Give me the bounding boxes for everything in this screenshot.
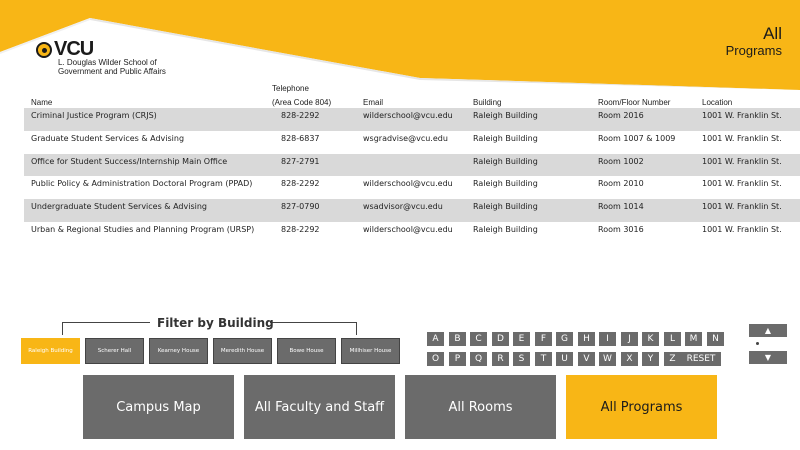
letter-t-button[interactable]: T [535, 352, 552, 366]
letter-k-button[interactable]: K [642, 332, 659, 346]
chevron-down-icon: ▼ [764, 353, 772, 362]
ram-logo-icon [36, 42, 52, 58]
table-row[interactable]: Criminal Justice Program (CRJS) 828-2292 wilderschool@vcu.edu Raleigh Building Room 2016 1001 W. Franklin St. [24, 108, 800, 131]
scroll-position-dot [756, 342, 759, 345]
letter-b-button[interactable]: B [449, 332, 466, 346]
building-button-millhiser[interactable]: Millhiser House [341, 338, 400, 364]
program-list [24, 108, 800, 245]
letter-s-button[interactable]: S [513, 352, 530, 366]
header-banner [0, 0, 800, 90]
letter-i-button[interactable]: I [599, 332, 616, 346]
page-title: All Programs [725, 24, 782, 58]
letter-n-button[interactable]: N [707, 332, 724, 346]
letter-h-button[interactable]: H [578, 332, 595, 346]
vcu-logo: VCU [36, 38, 93, 61]
letter-z-button[interactable]: Z [664, 352, 681, 366]
letter-e-button[interactable]: E [513, 332, 530, 346]
table-row[interactable]: Urban & Regional Studies and Planning Program (URSP) 828-2292 wilderschool@vcu.edu Raleigh Building Room 3016 1001 W. Franklin St. [31, 224, 782, 234]
header-telephone: Telephone (Area Code 804) [272, 84, 332, 107]
letter-x-button[interactable]: X [621, 352, 638, 366]
nav-campus-map[interactable]: Campus Map [83, 375, 234, 439]
letter-p-button[interactable]: P [449, 352, 466, 366]
chevron-up-icon: ▲ [764, 326, 772, 335]
building-button-bowe[interactable]: Bowe House [277, 338, 336, 364]
building-button-raleigh[interactable]: Raleigh Building [21, 338, 80, 364]
scroll-up-button[interactable] [749, 324, 787, 337]
table-row[interactable]: Office for Student Success/Internship Main Office 827-2791 Raleigh Building Room 1002 1001 W. Franklin St. [24, 154, 800, 177]
letter-w-button[interactable]: W [599, 352, 616, 366]
reset-button[interactable]: RESET [681, 352, 721, 366]
letter-q-button[interactable]: Q [470, 352, 487, 366]
letter-a-button[interactable]: A [427, 332, 444, 346]
letter-r-button[interactable]: R [492, 352, 509, 366]
header-name: Name [31, 98, 53, 107]
letter-d-button[interactable]: D [492, 332, 509, 346]
letter-u-button[interactable]: U [556, 352, 573, 366]
letter-c-button[interactable]: C [470, 332, 487, 346]
filter-title: Filter by Building [157, 316, 274, 330]
letter-v-button[interactable]: V [578, 352, 595, 366]
building-button-meredith[interactable]: Meredith House [213, 338, 272, 364]
building-button-kearney[interactable]: Kearney House [149, 338, 208, 364]
header-building: Building [473, 98, 502, 107]
table-row[interactable]: Public Policy & Administration Doctoral Program (PPAD) 828-2292 wilderschool@vcu.edu Raleigh Building Room 2010 1001 W. Franklin St. [31, 179, 782, 189]
header-room: Room/Floor Number [598, 98, 671, 107]
nav-all-rooms[interactable]: All Rooms [405, 375, 556, 439]
table-header [0, 84, 800, 108]
letter-f-button[interactable]: F [535, 332, 552, 346]
school-name: L. Douglas Wilder School of Government and Public Affairs [58, 58, 166, 76]
scroll-down-button[interactable] [749, 351, 787, 364]
nav-all-faculty-staff[interactable]: All Faculty and Staff [244, 375, 395, 439]
table-row[interactable]: Graduate Student Services & Advising 828-6837 wsgradvise@vcu.edu Raleigh Building Room 1007 & 1009 1001 W. Franklin St. [31, 133, 782, 143]
nav-all-programs[interactable]: All Programs [566, 375, 717, 439]
letter-o-button[interactable]: O [427, 352, 444, 366]
header-location: Location [702, 98, 733, 107]
letter-y-button[interactable]: Y [642, 352, 659, 366]
letter-l-button[interactable]: L [664, 332, 681, 346]
header-email: Email [363, 98, 384, 107]
letter-m-button[interactable]: M [685, 332, 702, 346]
letter-g-button[interactable]: G [556, 332, 573, 346]
letter-j-button[interactable]: J [621, 332, 638, 346]
building-button-scherer[interactable]: Scherer Hall [85, 338, 144, 364]
table-row[interactable]: Undergraduate Student Services & Advising 827-0790 wsadvisor@vcu.edu Raleigh Building Room 1014 1001 W. Franklin St. [24, 199, 800, 222]
